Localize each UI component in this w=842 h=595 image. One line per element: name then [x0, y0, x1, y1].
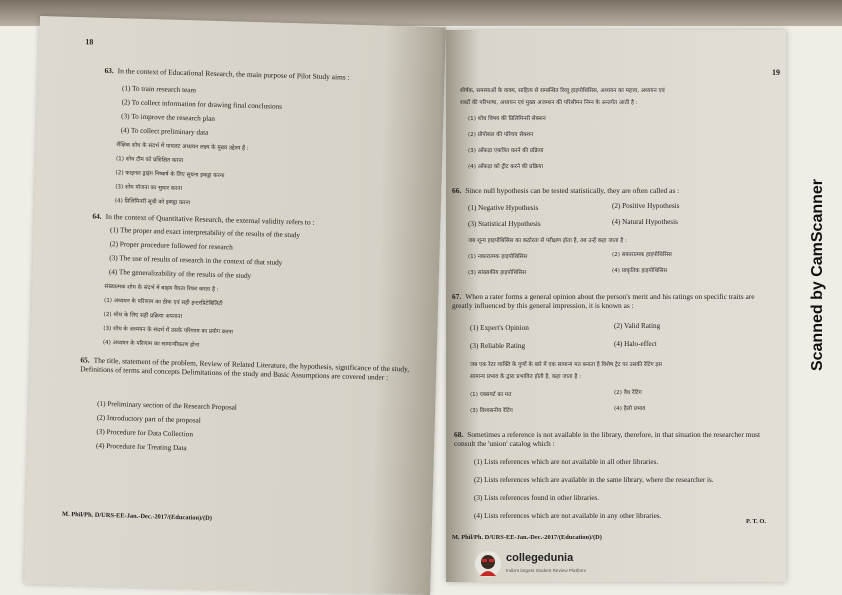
option: (3) To improve the research plan — [121, 112, 216, 123]
option: (4) To collect preliminary data — [120, 126, 209, 137]
pto-label: P. T. O. — [746, 518, 766, 525]
collegedunia-watermark — [470, 548, 620, 584]
hindi-option: (2) प्रोपोसल की परिचय सेक्शन — [468, 132, 534, 138]
hindi-option: (2) शोध के लिए सही प्रक्रिया अपनाना — [103, 311, 183, 321]
option: (3) Reliable Rating — [470, 342, 526, 350]
question-68 — [454, 430, 778, 449]
option: (3) Lists references found in other libraries. — [474, 494, 600, 502]
question-text: The title, statement of the problem, Review of Related Literature, the hypothesis, significance of the study, Definitions of terms and concepts Delimitations of the study and Basic Assumptions are covered under : — [80, 355, 410, 383]
hindi-option: (1) एक्सपर्ट का मत — [470, 392, 512, 398]
option: (2) Proper procedure followed for research — [109, 240, 233, 252]
question-number: 64. — [92, 211, 102, 221]
question-67 — [452, 292, 776, 311]
question-number: 66. — [452, 186, 462, 195]
option: (4) Halo-effect — [614, 340, 657, 348]
hindi-option: (2) वैध रेटिंग — [614, 390, 642, 396]
camscanner-watermark — [798, 40, 838, 510]
option: (3) Statistical Hypothesis — [468, 220, 541, 228]
question-number: 67. — [452, 292, 462, 301]
option: (2) Valid Rating — [614, 322, 661, 330]
hindi-question: जब शून्य हाइपोथिसिस का कठोरता से परीक्षण होता है, तब उन्हें कहा जाता है : — [468, 238, 627, 244]
option: (2) Lists references which are available in the same library, where the researcher is. — [474, 476, 714, 484]
hindi-option: (3) विश्वसनीय रेटिंग — [470, 408, 513, 414]
option: (1) Negative Hypothesis — [468, 204, 539, 212]
hindi-option: (3) सांख्यकीय हाइपोथिसिस — [468, 270, 527, 276]
camscanner-text: Scanned by CamScanner — [809, 178, 826, 372]
option: (1) Expert's Opinion — [470, 324, 529, 332]
question-number: 65. — [80, 355, 90, 365]
page-footer: M. Phil/Ph. D/URS-EE-Jan.-Dec.-2017/(Education)/(D) — [61, 510, 212, 522]
hindi-option: (3) शोध के अध्ययन के संदर्भ में उसके परिणाम का प्रयोग करना — [103, 325, 233, 336]
question-66 — [452, 186, 772, 195]
option: (4) Lists references which are not available in any other libraries. — [474, 512, 662, 520]
question-text: Since null hypothesis can be tested statistically, they are often called as : — [465, 186, 680, 195]
option: (2) Introductory part of the proposal — [96, 413, 201, 425]
hindi-question: संख्यात्मक शोध के संदर्भ में बाहय वैधता रिफर करता है : — [104, 283, 219, 294]
brand-tagline: India's largest Student Review Platform — [506, 568, 587, 573]
question-63 — [104, 66, 424, 84]
option: (1) To train research team — [121, 84, 197, 95]
option: (1) Preliminary section of the Research Proposal — [97, 399, 237, 412]
hindi-question: सामान्य प्रभाव के द्वारा प्रभावित होती है, कहा जाता है : — [470, 374, 581, 380]
option: (3) The use of results of research in the context of that study — [109, 254, 283, 267]
left-page — [24, 16, 446, 595]
hindi-option: (1) शोध टीम को प्रशिक्षित करना — [115, 156, 184, 165]
option: (4) Procedure for Treating Data — [95, 441, 187, 453]
page-number: 18 — [85, 37, 94, 47]
hindi-option: (4) अध्ययन के परिणाम का सामान्यीकरण होना — [102, 339, 200, 349]
hindi-question: शब्दों की परिभाषा, अध्ययन एवं मुख्य अजम्शन की परिसीमन निम्न के अन्तर्गत आती है : — [460, 100, 638, 106]
hindi-option: (4) प्राकृतिक हाइपोथिसिस — [612, 268, 668, 274]
hindi-question: जब एक रेटर व्यक्ति के गुणों के बारे में एक सामान्य मत बनाता है विशेष ट्रेट पर उसकी रेटिंग इस — [470, 362, 662, 368]
hindi-question: शैक्षिक शोध के संदर्भ में पायलट अध्ययन लक्ष्य के मुख्य उद्देश्य हैं : — [116, 142, 249, 152]
hindi-option: (1) अध्ययन के परिणाम का ठीक एवं सही इन्टरप्रिटेबिलिटी — [103, 297, 223, 308]
option: (2) To collect information for drawing final conclusions — [121, 98, 283, 111]
question-text: In the context of Quantitative Research, the external validity refers to : — [105, 211, 315, 227]
hindi-option: (2) फाइनल ड्राइंग निष्कर्ष के लिए सूचना इकट्ठा करना — [115, 170, 225, 180]
option: (2) Positive Hypothesis — [612, 202, 680, 210]
hindi-option: (1) नकारात्मक हाइपोथिसिस — [468, 254, 528, 260]
page-footer: M. Phil/Ph. D/URS-EE-Jan.-Dec.-2017/(Education)/(D) — [452, 534, 602, 541]
question-text: When a rater forms a general opinion about the person's merit and his ratings on specific traits are greatly influenced by this general impression, it is known as : — [452, 292, 755, 311]
question-65 — [80, 355, 416, 383]
hindi-option: (4) प्रिलिमिनरी सूची को इकट्ठा करना — [114, 198, 191, 207]
hindi-question: शीर्षक, समस्याओं के वाक्य, साहित्य से सम्बन्धित रिव्यू हाइपोथिसिस, अध्ययन का महत्त्व, अध्ययन एवं — [460, 88, 665, 94]
page-number: 19 — [772, 68, 780, 77]
option: (4) The generalizability of the results of the study — [108, 268, 252, 280]
hindi-option: (4) आँकड़ा को ट्रीट करने की प्रक्रिया — [468, 164, 543, 170]
question-number: 63. — [104, 65, 114, 76]
collegedunia-logo-icon — [474, 550, 502, 578]
hindi-option: (4) हैलो प्रभाव — [614, 406, 646, 412]
hindi-option: (2) सकारात्मक हाइपोथिसिस — [612, 252, 672, 258]
option: (4) Natural Hypothesis — [612, 218, 678, 226]
hindi-option: (1) शोध विषय की प्रिलिमिनरी सेक्शन — [468, 116, 546, 122]
hindi-option: (3) आँकड़ा एकत्रित करने की प्रक्रिया — [468, 148, 544, 154]
question-number: 68. — [454, 430, 464, 439]
option: (3) Procedure for Data Collection — [96, 427, 194, 439]
hindi-option: (3) शोध योजना का सुधार करना — [115, 184, 183, 193]
brand-name: collegedunia — [506, 552, 574, 564]
question-text: Sometimes a reference is not available in the library, therefore, in that situation the researcher must consult the 'union' catalog which : — [454, 430, 761, 449]
option: (1) Lists references which are not available in all other libraries. — [474, 458, 659, 466]
question-text: In the context of Educational Research, the main purpose of Pilot Study aims : — [117, 66, 350, 82]
right-page — [446, 30, 786, 582]
option: (1) The proper and exact interpretability of the results of the study — [109, 226, 301, 240]
